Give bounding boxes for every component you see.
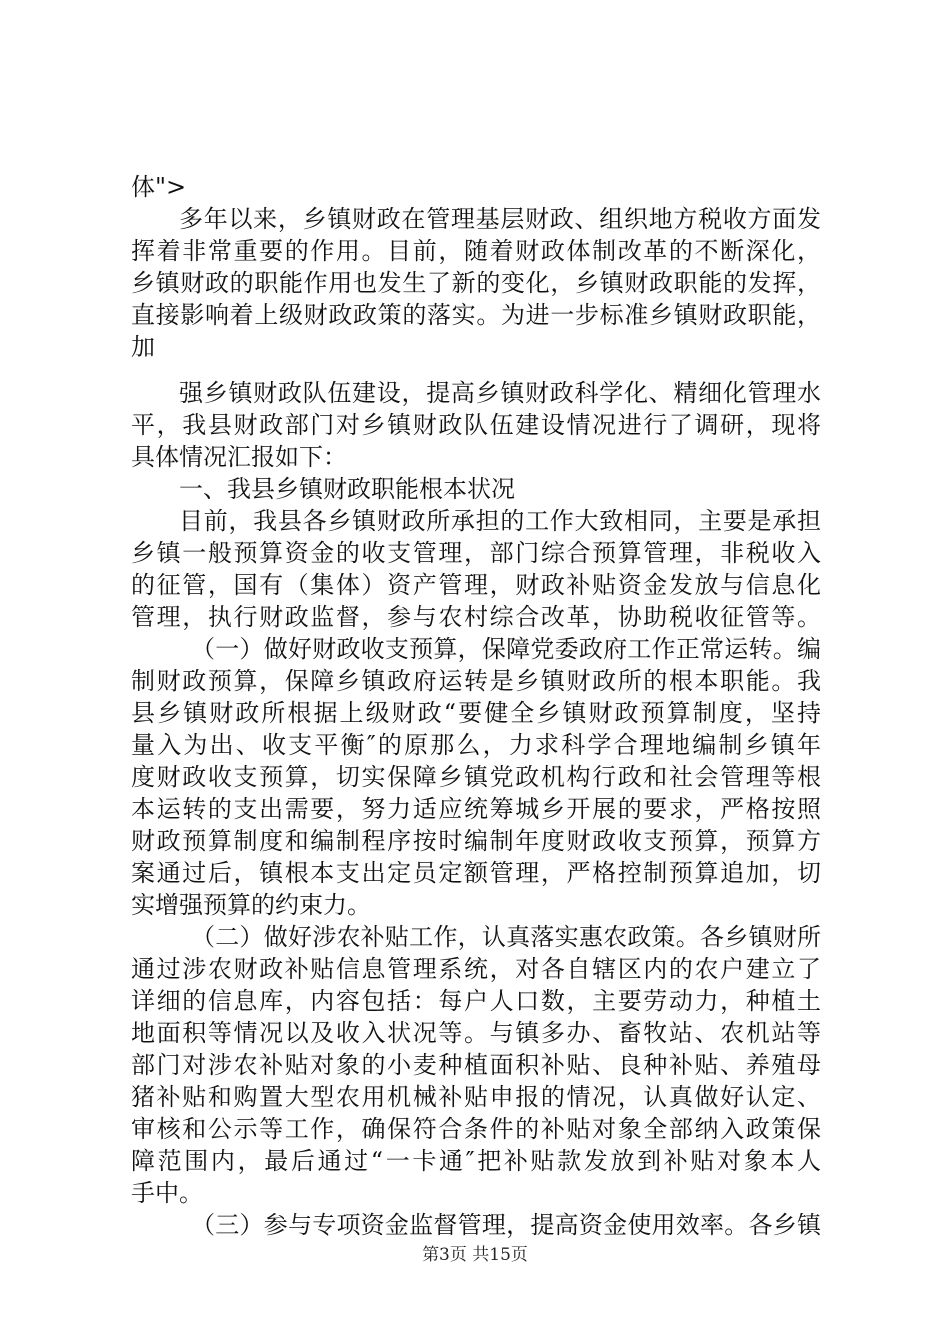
text-line: 审核和公示等工作，确保符合条件的补贴对象全部纳入政策保	[131, 1115, 821, 1143]
text-line: 乡镇财政的职能作用也发生了新的变化，乡镇财政职能的发挥，	[131, 269, 821, 297]
text-line: 部门对涉农补贴对象的小麦种植面积补贴、良种补贴、养殖母	[131, 1051, 821, 1079]
text-line: 详细的信息库，内容包括：每户人口数，主要劳动力，种植土	[131, 987, 821, 1015]
section-heading	[131, 473, 821, 505]
text-line: 地面积等情况以及收入状况等。与镇多办、畜牧站、农机站等	[131, 1019, 821, 1047]
text-line: 度财政收支预算，切实保障乡镇党政机构行政和社会管理等根	[131, 763, 821, 791]
text-line: 县乡镇财政所根据上级财政“要健全乡镇财政预算制度，坚持	[131, 699, 821, 727]
text-line: 管理，执行财政监督，参与农村综合改革，协助税收征管等。	[131, 603, 821, 631]
text-line: 直接影响着上级财政政策的落实。为进一步标准乡镇财政职能，	[131, 301, 821, 329]
paragraph-budget	[131, 633, 821, 921]
text-line: 一、我县乡镇财政职能根本状况	[179, 475, 515, 503]
text-line: （二）做好涉农补贴工作，认真落实惠农政策。各乡镇财所	[191, 923, 821, 951]
text-line: （三）参与专项资金监督管理，提高资金使用效率。各乡镇	[191, 1211, 821, 1239]
text-line: 量入为出、收支平衡″的原那么，力求科学合理地编制乡镇年	[131, 731, 821, 759]
text-line: 挥着非常重要的作用。目前，随着财政体制改革的不断深化，	[131, 237, 821, 265]
text-line: 手中。	[131, 1179, 203, 1207]
text-line: 案通过后，镇根本支出定员定额管理，严格控制预算追加，切	[131, 859, 821, 887]
text-line: 障范围内，最后通过“一卡通″把补贴款发放到补贴对象本人	[131, 1147, 821, 1175]
text-line: 财政预算制度和编制程序按时编制年度财政收支预算，预算方	[131, 827, 821, 855]
text-line: 多年以来，乡镇财政在管理基层财政、组织地方税收方面发	[179, 205, 821, 233]
paragraph-intro-continued	[131, 377, 821, 473]
text-line: 制财政预算，保障乡镇政府运转是乡镇财政所的根本职能。我	[131, 667, 821, 695]
text-line: 体">	[131, 173, 187, 201]
paragraph-overview	[131, 505, 821, 633]
text-line: 强乡镇财政队伍建设，提高乡镇财政科学化、精细化管理水	[179, 379, 821, 407]
text-line: 猪补贴和购置大型农用机械补贴申报的情况，认真做好认定、	[131, 1083, 821, 1111]
text-line: 目前，我县各乡镇财政所承担的工作大致相同，主要是承担	[179, 507, 821, 535]
text-line: 具体情况汇报如下：	[131, 443, 347, 471]
text-line: 的征管，国有（集体）资产管理，财政补贴资金发放与信息化	[131, 571, 821, 599]
text-line: 通过涉农财政补贴信息管理系统，对各自辖区内的农户建立了	[131, 955, 821, 983]
text-line: 加	[131, 333, 155, 361]
paragraph-special-funds	[131, 1209, 821, 1241]
page-footer	[0, 1244, 950, 1266]
paragraph-subsidy	[131, 921, 821, 1209]
text-line: 本运转的支出需要，努力适应统筹城乡开展的要求，严格按照	[131, 795, 821, 823]
page-number: 第3页 共15页	[422, 1245, 528, 1265]
text-line: （一）做好财政收支预算，保障党委政府工作正常运转。编	[191, 635, 821, 663]
text-line: 乡镇一般预算资金的收支管理，部门综合预算管理，非税收入	[131, 539, 821, 567]
document-body	[131, 171, 821, 1241]
text-line: 平，我县财政部门对乡镇财政队伍建设情况进行了调研，现将	[131, 411, 821, 439]
paragraph-fragment	[131, 171, 821, 203]
paragraph-intro	[131, 203, 821, 363]
text-line: 实增强预算的约束力。	[131, 891, 371, 919]
